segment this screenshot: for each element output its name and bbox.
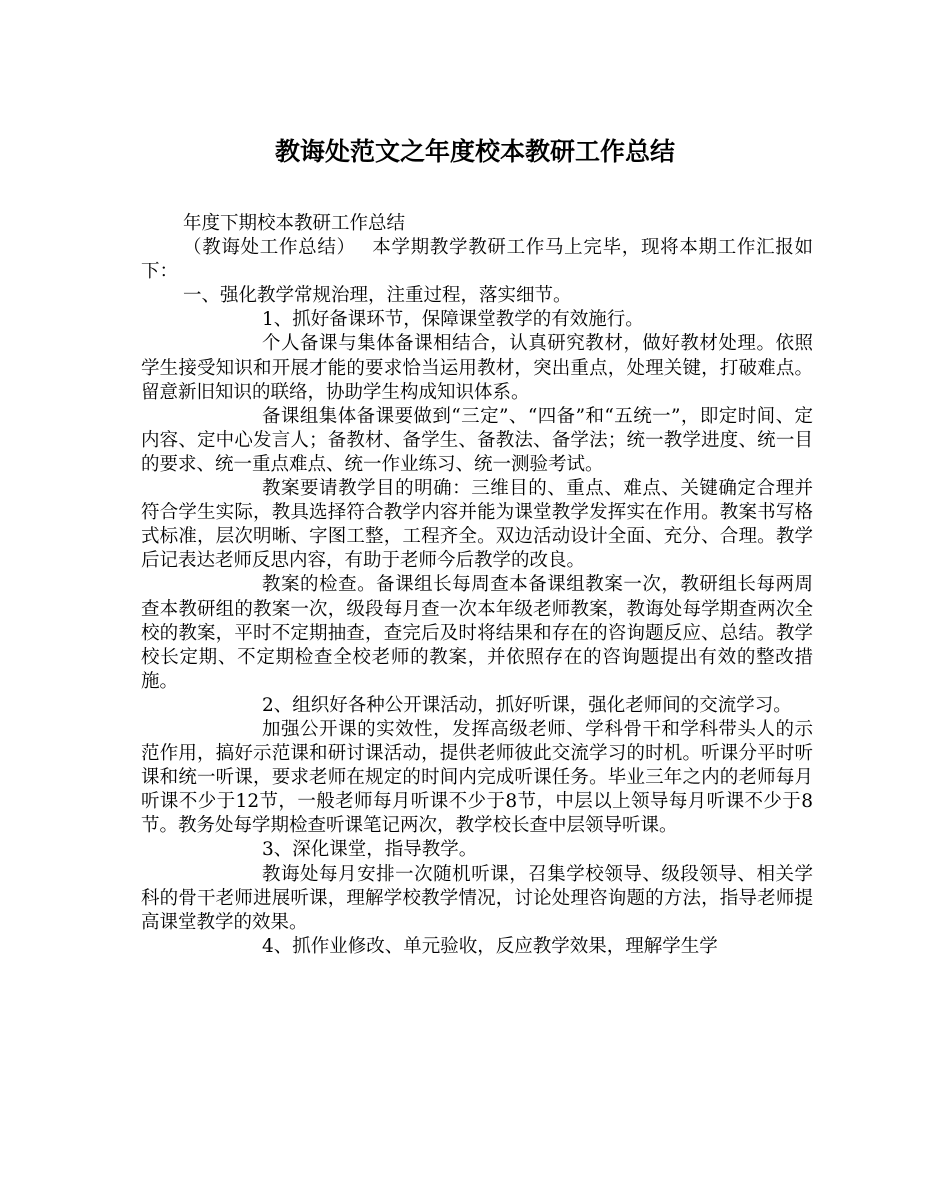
subsection-heading-4: 4、抓作业修改、单元验收，反应教学效果，理解学生学 bbox=[262, 935, 718, 957]
paragraph-plan-check: 教案的检查。备课组长每周查本备课组教案一次，教研组长每两周查本教研组的教案一次，级段每月查一次本年级老师教案，教诲处每学期查两次全校的教案，平时不定期抽查，查完后及时将结果和存在的咨询题反应、总结。教学校长定期、不定期检查全校老师的教案，并依照存在的咨询题提出有效的整改措施。 bbox=[141, 574, 813, 692]
subsection-heading-2: 2、组织好各种公开课活动，抓好听课，强化老师间的交流学习。 bbox=[262, 694, 792, 716]
paragraph-intro: （教诲处工作总结） 本学期教学教研工作马上完毕，现将本期工作汇报如下： bbox=[141, 237, 813, 283]
paragraph-open-class: 加强公开课的实效性，发挥高级老师、学科骨干和学科带头人的示范作用，搞好示范课和研讨课活动，提供老师彼此交流学习的时机。听课分平时听课和统一听课，要求老师在规定的时间内完成听课任务。毕业三年之内的老师每月听课不少于12节，一般老师每月听课不少于8节，中层以上领导每月听课不少于8节。教务处每学期检查听课笔记两次，教学校长查中层领导听课。 bbox=[141, 718, 813, 837]
paragraph-group-prep: 备课组集体备课要做到“三定”、“四备”和“五统一”，即定时间、定内容、定中心发言人；备教材、备学生、备教法、备学法；统一教学进度、统一目的要求、统一重点难点、统一作业练习、统一测验考试。 bbox=[141, 405, 813, 475]
document-title: 教诲处范文之年度校本教研工作总结 bbox=[274, 137, 675, 166]
subsection-heading-3: 3、深化课堂，指导教学。 bbox=[262, 839, 478, 861]
paragraph-random-listen: 教诲处每月安排一次随机听课，召集学校领导、级段领导、相关学科的骨干老师进展听课，理解学校教学情况，讨论处理咨询题的方法，指导老师提高课堂教学的效果。 bbox=[141, 863, 813, 933]
paragraph-individual-prep: 个人备课与集体备课相结合，认真研究教材，做好教材处理。依照学生接受知识和开展才能的要求恰当运用教材，突出重点，处理关键，打破难点。留意新旧知识的联络，协助学生构成知识体系。 bbox=[141, 333, 813, 403]
document-body bbox=[141, 212, 813, 959]
subsection-heading-1: 1、抓好备课环节，保障课堂教学的有效施行。 bbox=[262, 309, 644, 331]
section-heading-1: 一、强化教学常规治理，注重过程，落实细节。 bbox=[183, 285, 572, 307]
paragraph-subtitle: 年度下期校本教研工作总结 bbox=[183, 213, 406, 234]
paragraph-lesson-plan: 教案要请教学目的明确：三维目的、重点、难点、关键确定合理并符合学生实际，教具选择符合教学内容并能为课堂教学发挥实在作用。教案书写格式标准，层次明晰、字图工整，工程齐全。双边活动设计全面、充分、合理。教学后记表达老师反思内容，有助于老师今后教学的改良。 bbox=[141, 478, 813, 572]
